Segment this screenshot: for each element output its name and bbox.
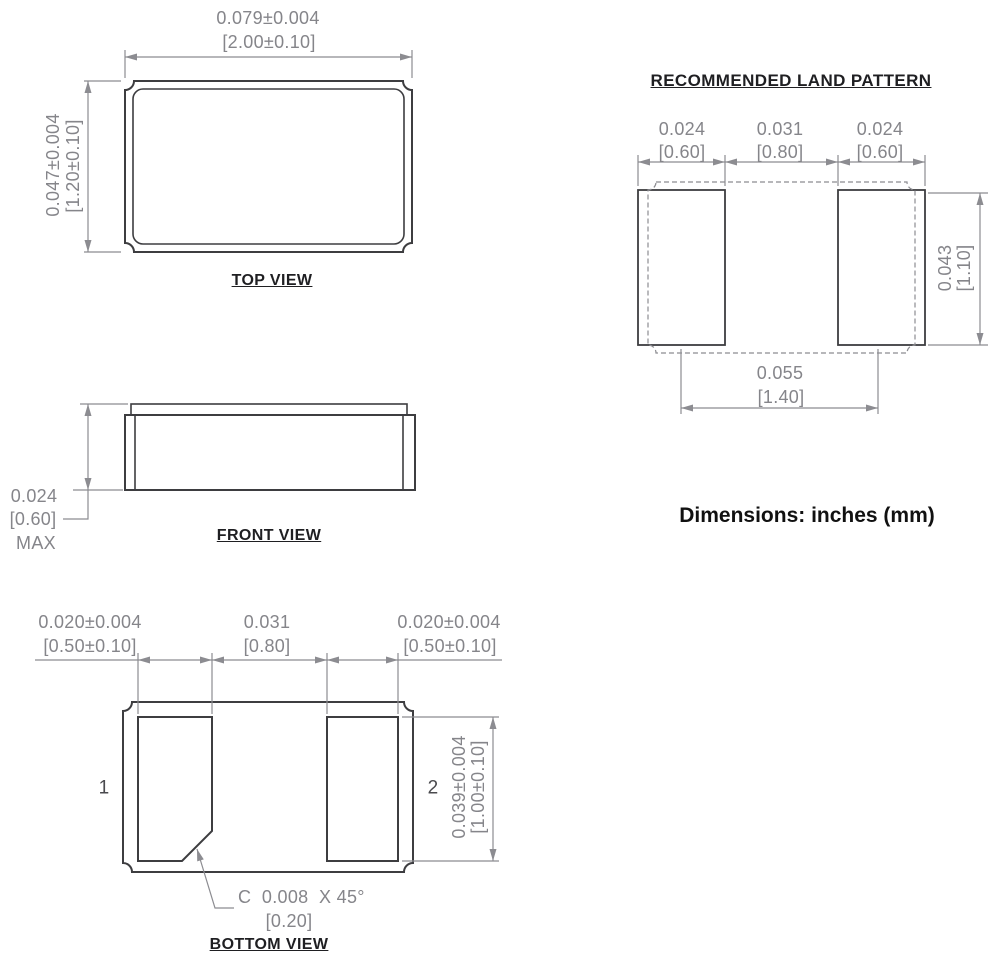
front-height-max: MAX (16, 533, 56, 553)
bottom-pad-right-inches: 0.020±0.004 (397, 612, 501, 632)
front-view-label: FRONT VIEW (216, 527, 322, 544)
bottom-pad-height-mm: [1.00±0.10] (468, 740, 488, 834)
top-width-mm: [2.00±0.10] (222, 32, 316, 52)
top-height-inches: 0.047±0.004 (43, 113, 63, 217)
lp-pitch-mm: [1.40] (757, 387, 805, 407)
land-pattern-title: RECOMMENDED LAND PATTERN (650, 71, 932, 90)
bottom-view-pad1 (138, 717, 212, 861)
lp-gap-inches: 0.031 (756, 119, 804, 139)
bottom-view-part (123, 702, 413, 872)
top-view-lid-outline (133, 89, 404, 244)
front-view-lid (131, 404, 407, 415)
pad2-number: 2 (427, 777, 439, 799)
bottom-gap-inches: 0.031 (243, 612, 291, 632)
land-pad-right (838, 190, 925, 345)
bottom-view-pad2 (327, 717, 398, 861)
bottom-pad-left-mm: [0.50±0.10] (43, 636, 137, 656)
top-view-label: TOP VIEW (231, 272, 313, 289)
units-note: Dimensions: inches (mm) (679, 504, 935, 527)
chamfer-note-mm: [0.20] (265, 911, 313, 931)
bottom-pad-right-mm: [0.50±0.10] (403, 636, 497, 656)
front-height-inches: 0.024 (10, 486, 58, 506)
bottom-pad-height-inches: 0.039±0.004 (449, 735, 469, 839)
lp-pad-right-inches: 0.024 (856, 119, 904, 139)
top-view-body-outline (125, 81, 412, 252)
lp-gap-mm: [0.80] (756, 142, 804, 162)
bottom-pad-left-inches: 0.020±0.004 (38, 612, 142, 632)
chamfer-note-inches: C 0.008 X 45° (238, 887, 365, 907)
lp-pitch-inches: 0.055 (756, 363, 804, 383)
bottom-gap-mm: [0.80] (243, 636, 291, 656)
top-width-inches: 0.079±0.004 (216, 8, 320, 28)
front-view-dimensions (63, 404, 128, 519)
land-pattern-body-outline (648, 182, 915, 353)
front-height-mm: [0.60] (9, 509, 57, 529)
lp-pad-height-inches: 0.043 (935, 244, 955, 292)
front-view-part (125, 404, 415, 490)
lp-pad-right-mm: [0.60] (856, 142, 904, 162)
land-pattern-pads (638, 190, 925, 345)
lp-pad-left-inches: 0.024 (658, 119, 706, 139)
front-view-body (125, 415, 415, 490)
top-view-part (125, 81, 412, 252)
bottom-view-body-outline (123, 702, 413, 872)
lp-pad-left-mm: [0.60] (658, 142, 706, 162)
land-pad-left (638, 190, 725, 345)
lp-pad-height-mm: [1.10] (954, 244, 974, 292)
pad1-number: 1 (98, 777, 110, 799)
top-height-mm: [1.20±0.10] (63, 119, 83, 213)
bottom-view-label: BOTTOM VIEW (209, 936, 329, 953)
